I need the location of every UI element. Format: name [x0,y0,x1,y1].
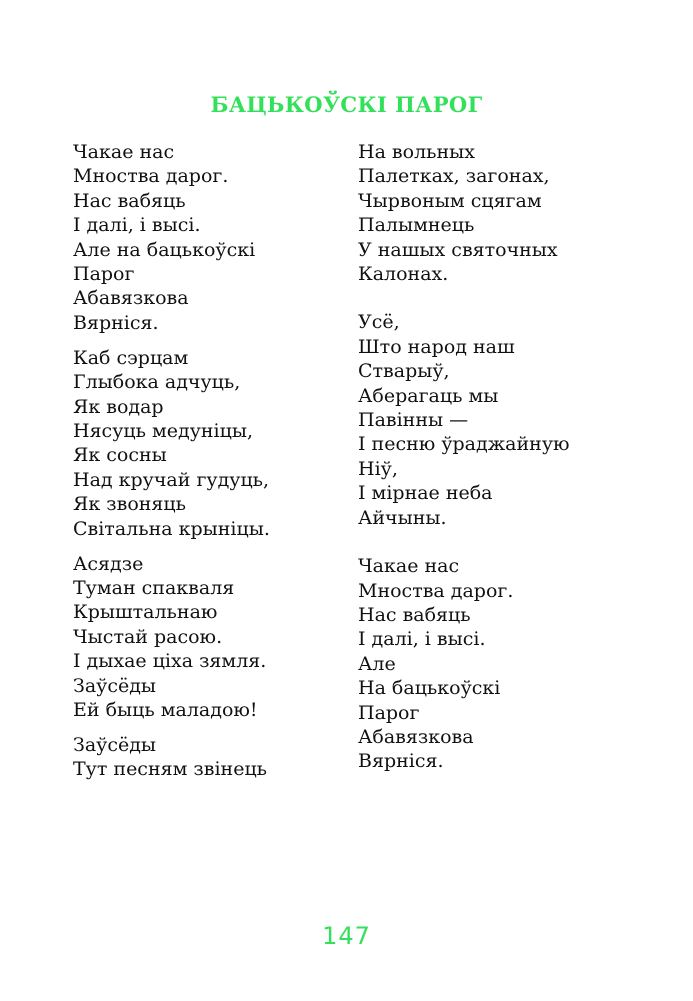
poem-line: Асядзе [73,552,144,575]
poem-line: Заўсёды [73,733,157,756]
poem-line: Як сосны [73,444,167,467]
stanza [73,733,343,782]
stanza [73,346,343,541]
poem-line: Чырвоным сцягам [358,189,542,212]
poem-line: Айчыны. [358,506,447,529]
poem-right-column [358,140,678,798]
poem-line: Нас вабяць [73,189,186,212]
poem-title: БАЦЬКОЎСКІ ПАРОГ [210,92,483,117]
poem-line: Аберагаць мы [358,384,499,407]
poem-line: Палетках, загонах, [358,165,550,188]
poem-left-column [73,140,343,792]
poem-line: Нясуць медуніцы, [73,419,253,442]
poem-line: Абавязкова [358,725,474,748]
poem-line: Але на бацькоўскі [73,238,256,261]
poem-line: Ніў, [358,457,398,480]
poem-line: Мноства дарог. [358,579,514,602]
poem-line: Мноства дарог. [73,165,229,188]
poem-line: Калонах. [358,263,449,286]
poem-line: Вярніся. [358,750,444,773]
poem-line: Нас вабяць [358,603,471,626]
poem-line: Як водар [73,395,164,418]
poem-line: Чакае нас [358,555,460,578]
poem-line: Над кручай гудуць, [73,468,270,491]
poem-line: Павінны — [358,409,469,432]
poem-line: Крыштальнаю [73,601,218,624]
poem-line: Як звоняць [73,493,186,516]
poem-line: Заўсёды [73,674,157,697]
poem-line: І далі, і высі. [73,214,201,237]
poem-line: Парог [358,701,420,724]
poem-line: Што народ наш [358,335,515,358]
poem-line: Каб сэрцам [73,346,189,369]
poem-line: Стварыў, [358,360,450,383]
poem-line: Ей быць маладою! [73,698,258,721]
poem-line: І далі, і высі. [358,628,486,651]
stanza [73,552,343,723]
poem-line: Тут песням звінець [73,758,268,781]
poem-line: Але [358,652,396,675]
stanza [358,310,678,530]
poem-line: Глыбока адчуць, [73,371,241,394]
poem-line: І дыхае ціха зямля. [73,650,267,673]
poem-line: І мірнае неба [358,482,493,505]
poem-line: На бацькоўскі [358,677,501,700]
poem-line: На вольных [358,141,475,163]
poem-line: Вярніся. [73,311,159,334]
poem-line: Парог [73,263,135,286]
page-number: 147 [322,922,371,950]
stanza [358,140,678,286]
poem-line: Туман спакваля [73,576,235,599]
poem-line: Чыстай расою. [73,625,223,648]
poem-line: І песню ўраджайную [358,433,570,456]
poem-line: Усё, [358,311,400,334]
stanza [358,554,678,774]
poem-line: Світальна крыніцы. [73,517,270,540]
poem-line: Абавязкова [73,287,189,310]
poem-line: Палымнець [358,214,475,237]
poem-line: Чакае нас [73,141,175,163]
poem-line: У нашых святочных [358,238,558,261]
stanza [73,140,343,335]
